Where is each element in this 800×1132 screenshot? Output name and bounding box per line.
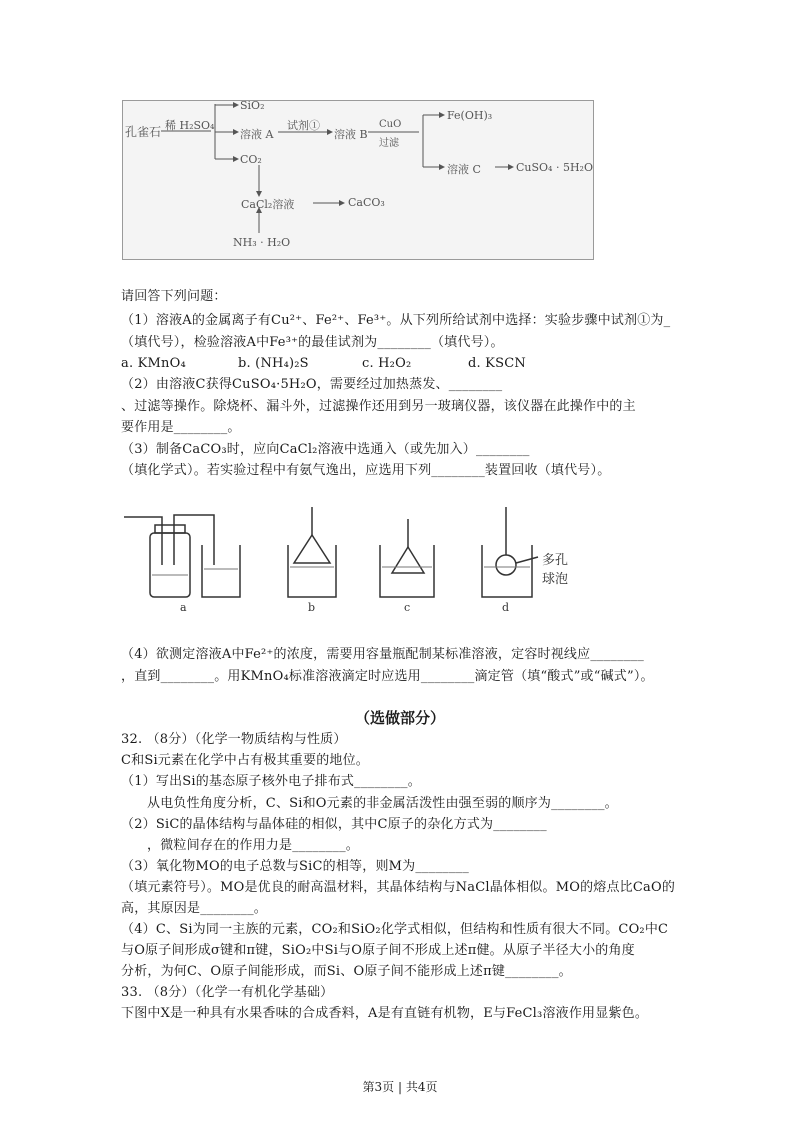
text-line: （填化学式）。若实验过程中有氨气逸出，应选用下列________装置回收（填代号）。: [121, 463, 611, 478]
flow-nh3: NH₃ · H₂O: [233, 236, 291, 249]
flow-start: 孔雀石: [125, 125, 162, 139]
flow-solution-b: 溶液 B: [334, 128, 368, 141]
flow-acid: 稀 H₂SO₄: [165, 119, 215, 132]
flowchart-figure: [122, 100, 594, 260]
flow-cacl2: CaCl₂溶液: [241, 198, 295, 211]
flow-solution-c: 溶液 C: [447, 163, 481, 176]
flow-co2: CO₂: [240, 153, 262, 166]
flow-sio2: SiO₂: [240, 99, 265, 112]
flow-reagent: 试剂①: [287, 119, 320, 132]
text-line: 下图中X是一种具有水果香味的合成香料，A是有直链有机物，E与FeCl₃溶液作用显紫色。: [121, 1006, 649, 1021]
flow-solution-a: 溶液 A: [240, 128, 274, 141]
text-line: （3）氧化物MO的电子总数与SiC的相等，则M为________: [121, 859, 469, 874]
text-line: （3）制备CaCO₃时，应向CaCl₂溶液中选通入（或先加入）________: [121, 442, 530, 457]
text-line: 分析，为何C、O原子间能形成，而Si、O原子间不能形成上述π键________。: [121, 964, 572, 979]
text-line: 高，其原因是________。: [121, 901, 268, 916]
text-line: （填代号），检验溶液A中Fe³⁺的最佳试剂为________（填代号）。: [121, 335, 504, 350]
page-footer: 第3页 | 共4页: [362, 1080, 438, 1094]
flow-cuo: CuO: [379, 119, 402, 130]
section-heading: （选做部分）: [354, 709, 445, 727]
flow-feoh3: Fe(OH)₃: [447, 109, 493, 122]
flow-caco3: CaCO₃: [348, 196, 385, 209]
text-line: （1）溶液A的金属离子有Cu²⁺、Fe²⁺、Fe³⁺。从下列所给试剂中选择：实验步骤中试剂①为_: [121, 313, 671, 328]
text-line: （4）C、Si为同一主族的元素，CO₂和SiO₂化学式相似，但结构和性质有很大不同。CO₂中C: [121, 922, 669, 937]
text-line: 请回答下列问题：: [121, 289, 227, 304]
option-b: b. (NH₄)₂S: [238, 356, 309, 371]
flow-cuso4: CuSO₄ · 5H₂O: [516, 161, 593, 174]
text-line: （1）写出Si的基态原子核外电子排布式________。: [121, 774, 421, 789]
apparatus-label-a: a: [180, 601, 187, 614]
text-line: 从电负性角度分析，C、Si和O元素的非金属活泼性由强至弱的顺序为________。: [147, 796, 618, 811]
apparatus-figure: [122, 505, 572, 615]
option-a: a. KMnO₄: [121, 356, 186, 371]
text-line: ，直到________。用KMnO₄标准溶液滴定时应选用________滴定管（填“酸式”或“碱式”）。: [121, 669, 654, 684]
apparatus-label-c: c: [404, 601, 411, 614]
apparatus-label-d: d: [502, 601, 510, 614]
option-d: d. KSCN: [468, 356, 526, 371]
text-line: ，微粒间存在的作用力是________。: [147, 838, 360, 853]
text-line: （4）欲测定溶液A中Fe²⁺的浓度，需要用容量瓶配制某标准溶液，定容时视线应________: [121, 647, 644, 662]
apparatus-note-d: 多孔球泡: [542, 553, 569, 587]
flow-filter: 过滤: [379, 138, 399, 149]
text-line: C和Si元素在化学中占有极其重要的地位。: [121, 753, 370, 768]
text-line: （2）由溶液C获得CuSO₄·5H₂O，需要经过加热蒸发、________: [121, 377, 503, 392]
question-33-title: 33. （8分）（化学一有机化学基础）: [121, 985, 334, 1000]
text-line: （填元素符号）。MO是优良的耐高温材料，其晶体结构与NaCl晶体相似。MO的熔点比CaO的: [121, 880, 676, 895]
text-line: 与O原子间形成σ键和π键，SiO₂中Si与O原子间不形成上述π健。从原子半径大小的角度: [121, 943, 635, 958]
text-line: 、过滤等操作。除烧杯、漏斗外，过滤操作还用到另一玻璃仪器，该仪器在此操作中的主: [121, 399, 636, 414]
question-32-title: 32. （8分）（化学一物质结构与性质）: [121, 732, 347, 747]
text-line: 要作用是________。: [121, 420, 241, 435]
text-line: （2）SiC的晶体结构与晶体硅的相似，其中C原子的杂化方式为________: [121, 817, 547, 832]
option-c: c. H₂O₂: [362, 356, 412, 371]
apparatus-label-b: b: [308, 601, 316, 614]
apparatus-drawing: [122, 505, 572, 615]
